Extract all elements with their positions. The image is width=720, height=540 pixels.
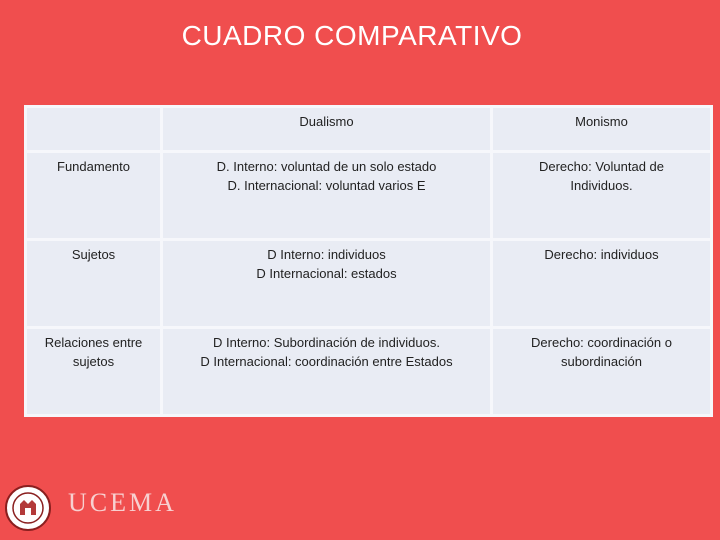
row-label: Sujetos: [27, 241, 160, 326]
cell-line: Derecho: coordinación o: [531, 335, 672, 351]
cell-line: Individuos.: [570, 178, 633, 194]
cell-line: D. Internacional: voluntad varios E: [227, 178, 426, 194]
header-cell-dualismo: Dualismo: [163, 108, 490, 150]
monismo-cell: [493, 329, 710, 414]
cell-line: D Interno: Subordinación de individuos.: [213, 335, 440, 351]
cell-line: D Internacional: coordinación entre Estados: [200, 354, 453, 370]
university-seal-icon: [4, 484, 52, 532]
table-row: [27, 241, 710, 326]
monismo-cell: [493, 241, 710, 326]
cell-line: D. Interno: voluntad de un solo estado: [216, 159, 437, 175]
dualismo-cell: [163, 153, 490, 238]
monismo-cell: [493, 153, 710, 238]
dualismo-cell: [163, 329, 490, 414]
dualismo-cell: [163, 241, 490, 326]
cell-line: Derecho: individuos: [544, 247, 659, 263]
cell-line: D Interno: individuos: [267, 247, 386, 263]
table-row: [27, 329, 710, 414]
table-header-row: [27, 108, 710, 150]
slide-title: CUADRO COMPARATIVO: [181, 20, 523, 51]
brand-wordmark: UCEMA: [68, 488, 177, 517]
cell-line: Derecho: Voluntad de: [538, 159, 665, 175]
row-label: Fundamento: [27, 153, 160, 238]
comparison-table: [24, 105, 713, 417]
cell-line: subordinación: [561, 354, 642, 370]
table-row: [27, 153, 710, 238]
header-cell-monismo: Monismo: [493, 108, 710, 150]
row-label: Relaciones entre sujetos: [27, 329, 160, 414]
header-cell-empty: [27, 108, 160, 150]
cell-line: D Internacional: estados: [256, 266, 397, 282]
